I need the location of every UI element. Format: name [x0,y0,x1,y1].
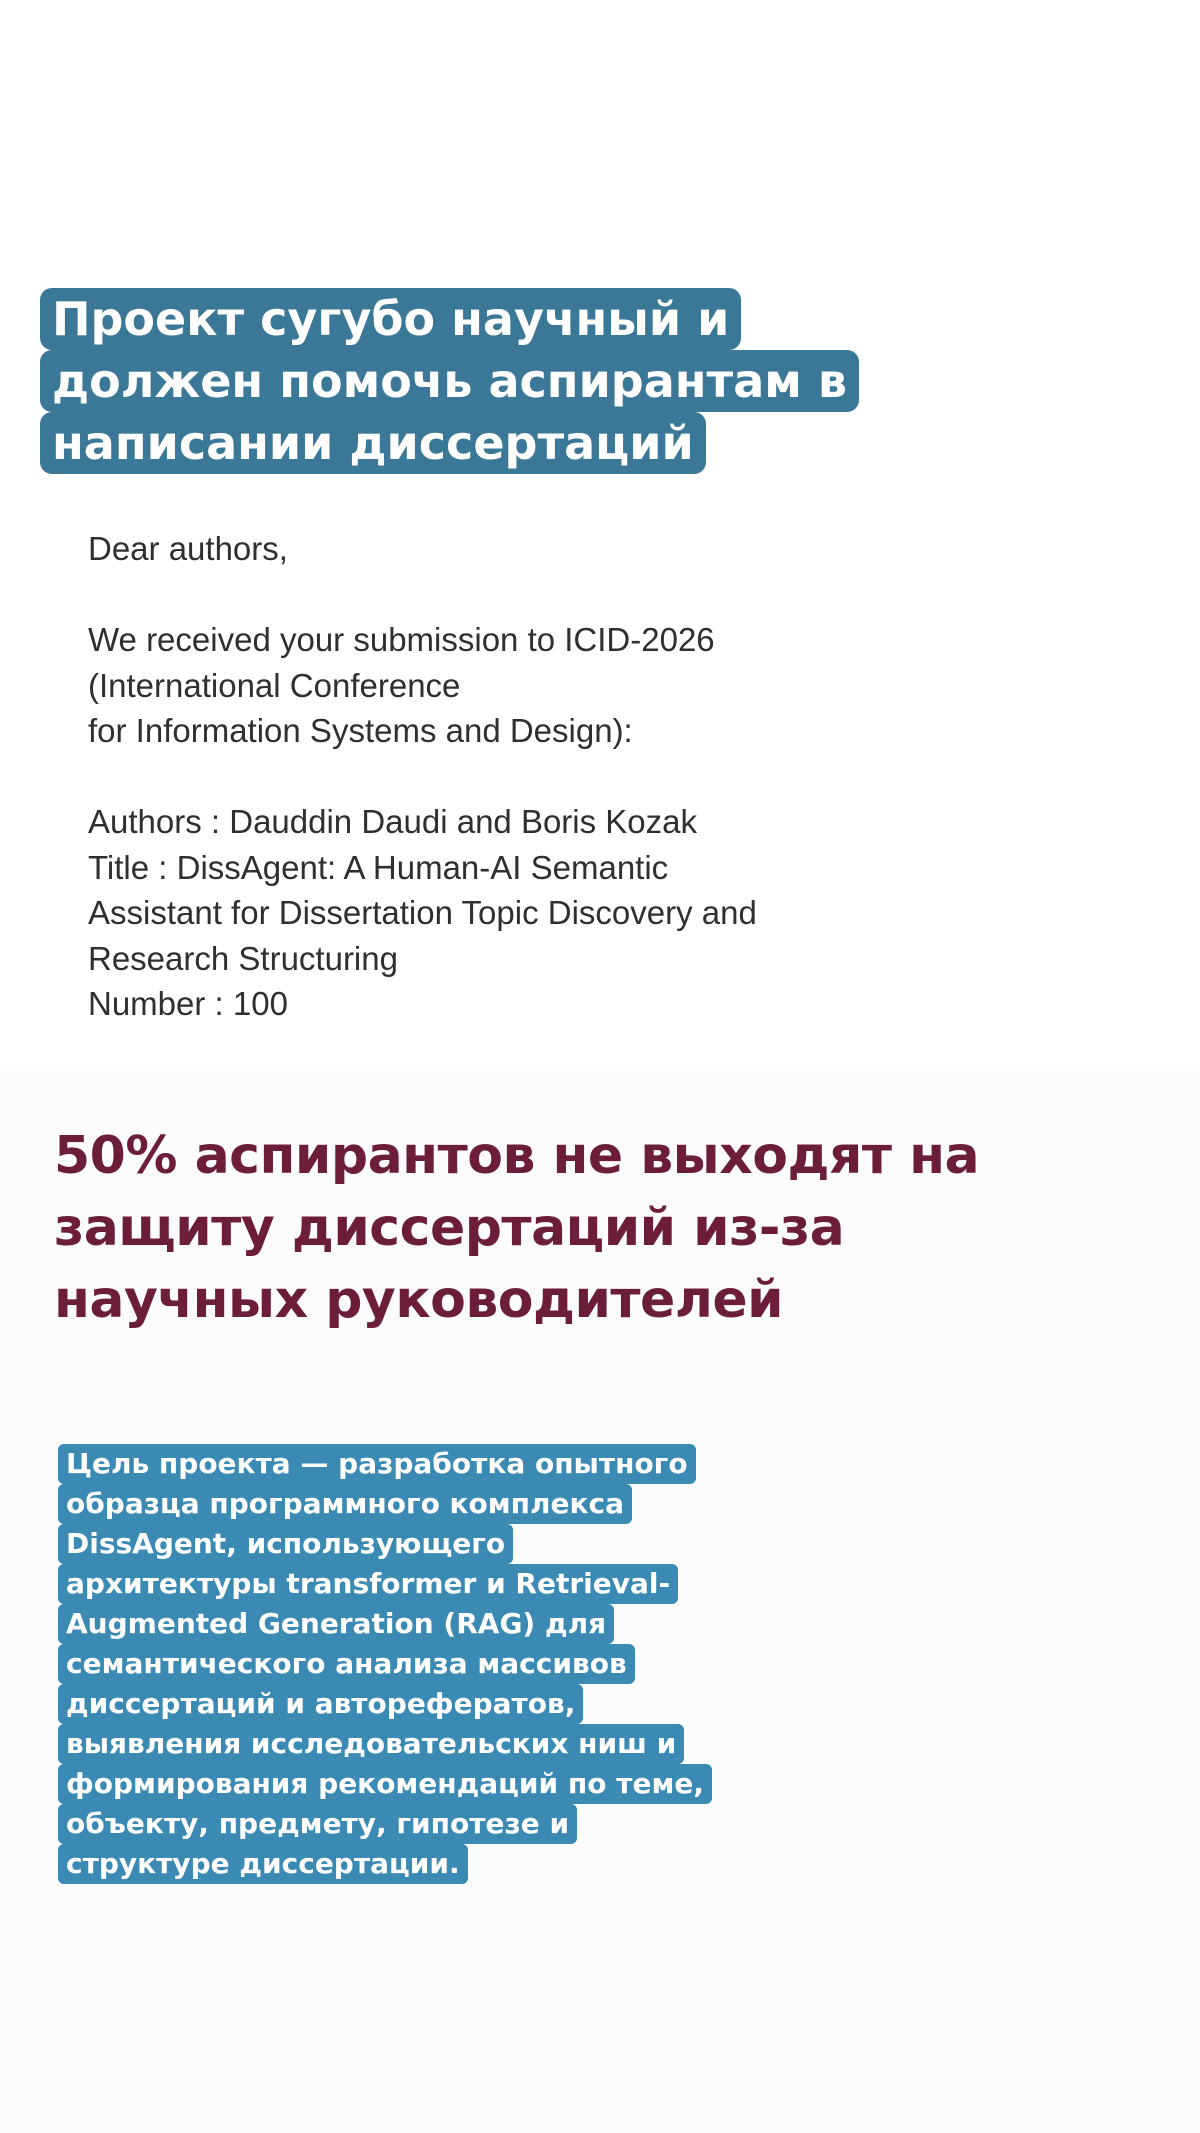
caption-goal [58,1444,858,1884]
headline-line: научных руководителей [54,1270,784,1330]
caption-goal-line: Цель проекта — разработка опытного [58,1444,696,1484]
email-title-line: Title : DissAgent: A Human-AI Semantic [88,848,669,886]
caption-goal-line: DissAgent, использующего [58,1524,513,1564]
email-greeting: Dear authors, [88,530,288,567]
caption-top-line: должен помочь аспирантам в [40,350,859,412]
headline-line: защиту диссертаций из-за [54,1198,845,1258]
email-body-line: (International Conference [88,666,461,704]
headline-line: 50% аспирантов не выходят на [54,1126,980,1186]
caption-goal-line: семантического анализа массивов [58,1644,635,1684]
caption-top-line: Проект сугубо научный и [40,288,741,350]
email-spacer [88,572,988,618]
email-authors: Authors : Dauddin Daudi and Boris Kozak [88,803,698,840]
caption-goal-line: объекту, предмету, гипотезе и [58,1804,577,1844]
caption-goal-line: выявления исследовательских ниш и [58,1724,684,1764]
headline [54,1120,1154,1336]
caption-goal-line: структуре диссертации. [58,1844,468,1884]
caption-goal-line: образца программного комплекса [58,1484,632,1524]
caption-goal-line: Augmented Generation (RAG) для [58,1604,614,1644]
email-body-line: for Information Systems and Design): [88,712,633,749]
email-title-line: Research Structuring [88,939,398,977]
caption-goal-line: архитектуры transformer и Retrieval- [58,1564,678,1604]
email-snippet [88,526,988,1027]
caption-goal-line: формирования рекомендаций по теме, [58,1764,712,1804]
email-title-line: Assistant for Dissertation Topic Discovery and [88,894,757,931]
caption-goal-line: диссертаций и авторефератов, [58,1684,583,1724]
email-spacer [88,754,988,800]
email-number: Number : 100 [88,985,288,1022]
email-body-line: We received your submission to ICID-2026 [88,621,715,658]
caption-top [40,288,1140,474]
caption-top-line: написании диссертаций [40,412,706,474]
